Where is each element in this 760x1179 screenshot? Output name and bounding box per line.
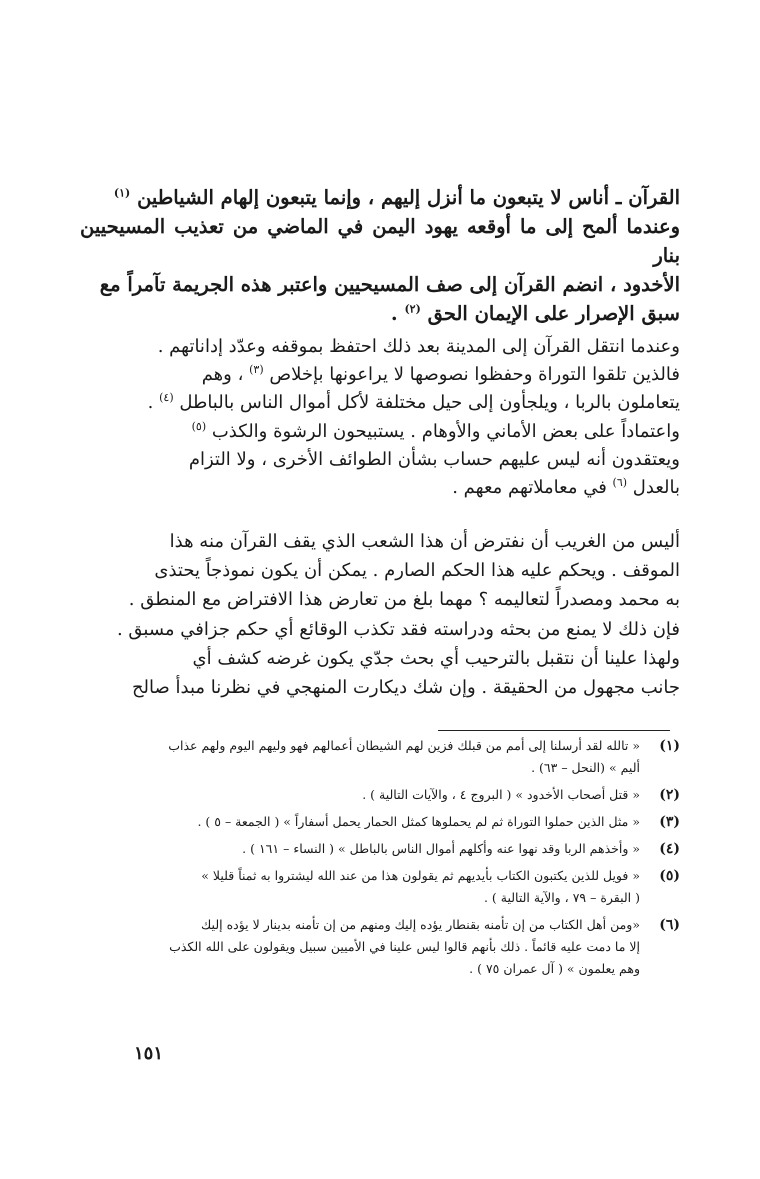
text-line: ويعتقدون أنه ليس عليهم حساب بشأن الطوائف الأخرى ، ولا التزام (188, 448, 680, 470)
footnote-text: إلا ما دمت عليه قائماً . ذلك بأنهم قالوا ليس علينا في الأميين سبيل ويقولون على الله الكذب (169, 939, 640, 954)
text-line: سبق الإصرار على الإيمان الحق $^{(٢)}$ . (390, 302, 680, 325)
footnote-ref[interactable]: (١) (113, 186, 131, 200)
footnote (64, 914, 680, 980)
page-number: ١٥١ (134, 1043, 164, 1064)
footnote-number: (٥) (659, 868, 680, 884)
text-line: به محمد ومصدراً لتعاليمه ؟ مهما بلغ من تعارض هذا الافتراض مع المنطق . (128, 589, 680, 611)
footnote-ref[interactable]: (٣) (249, 363, 264, 377)
footnote-text: « فويل للذين يكتبون الكتاب بأيديهم ثم يقولون هذا من عند الله ليشتروا به ثمناً قليلا » (201, 868, 640, 883)
footnote-ref[interactable]: (٢) (404, 302, 421, 316)
text-line: فإن ذلك لا يمنع من بحثه ودراسته فقد تكذب الوقائع أي حكم جزافي مسبق . (116, 618, 680, 640)
footnote-text: « قتل أصحاب الأخدود » ( البروج ٤ ، والآيات التالية ) . (362, 787, 640, 802)
text-line: يتعاملون بالربا ، ويلجأون إلى حيل مختلفة لأكل أموال الناس بالباطل $^{(٤)}$ . (147, 391, 680, 414)
footnote-text: أليم » (النحل – ٦٣) . (531, 760, 640, 775)
footnote-ref[interactable]: (٦) (612, 476, 628, 490)
footnote-ref[interactable]: (٥) (191, 419, 207, 433)
footnote-text: ( البقرة – ٧٩ ، والآية التالية ) . (483, 890, 640, 905)
footnote (64, 811, 680, 833)
footnote-text: « وأخذهم الربا وقد نهوا عنه وأكلهم أموال الناس بالباطل » ( النساء – ١٦١ ) . (242, 841, 640, 856)
paragraph-quran-opening (80, 183, 680, 328)
footnote-text: « مثل الذين حملوا التوراة ثم لم يحملوها كمثل الحمار يحمل أسفاراً » ( الجمعة – ٥ ) . (197, 814, 640, 829)
footnote (64, 735, 680, 779)
footnotes-section (64, 735, 680, 985)
footnote-number: (٦) (659, 917, 680, 933)
paragraph-medina (80, 333, 680, 502)
text-line: الموقف . ويحكم عليه هذا الحكم الصارم . يمكن أن يكون نموذجاً يحتذى (154, 560, 680, 582)
text-line: القرآن ـ أناس لا يتبعون ما أنزل إليهم ، وإنما يتبعون إلهام الشياطين $^{(١)}$ (113, 186, 680, 209)
text-line: أليس من الغريب أن نفترض أن هذا الشعب الذي يقف القرآن منه هذا (169, 531, 680, 552)
text-line: الأخدود ، انضم القرآن إلى صف المسيحيين واعتبر هذه الجريمة تآمراً مع (99, 273, 680, 296)
text-line: ولهذا علينا أن نتقبل بالترحيب أي بحث جدّي يكون غرضه كشف أي (192, 647, 680, 669)
text-line: بالعدل $^{(٦)}$ في معاملاتهم معهم . (452, 476, 680, 499)
footnote-text: « تالله لقد أرسلنا إلى أمم من قبلك فزين لهم الشيطان أعمالهم فهو وليهم اليوم ولهم عذاب (168, 738, 640, 753)
footnote-text: وهم يعلمون » ( آل عمران ٧٥ ) . (469, 961, 640, 976)
footnote-ref[interactable]: (٤) (159, 391, 174, 405)
text-line: جانب مجهول من الحقيقة . وإن شك ديكارت المنهجي في نظرنا مبدأ صالح (131, 677, 680, 699)
footnote-text: «ومن أهل الكتاب من إن تأمنه بقنطار يؤده إليك ومنهم من إن تأمنه بدينار لا يؤده إليك (201, 917, 640, 932)
footnote-number: (١) (659, 738, 680, 754)
paragraph-hypothesis (80, 527, 680, 702)
footnote (64, 838, 680, 860)
footnote-number: (٣) (659, 814, 680, 830)
text-line: واعتماداً على بعض الأماني والأوهام . يستبيحون الرشوة والكذب $^{(٥)}$ (191, 419, 680, 442)
footnote-number: (٤) (659, 841, 680, 857)
text-line: وعندما انتقل القرآن إلى المدينة بعد ذلك احتفظ بموقفه وعدّد إداناتهم . (157, 336, 680, 357)
footnote (64, 784, 680, 806)
footnote-number: (٢) (659, 787, 680, 803)
footnote (64, 865, 680, 909)
text-line: فالذين تلقوا التوراة وحفظوا نصوصها لا يراعونها بإخلاص $^{(٣)}$ ، وهم (201, 363, 680, 386)
footnote-divider (438, 730, 670, 731)
text-line: وعندما ألمح إلى ما أوقعه يهود اليمن في الماضي من تعذيب المسيحيين بنار (80, 215, 680, 267)
